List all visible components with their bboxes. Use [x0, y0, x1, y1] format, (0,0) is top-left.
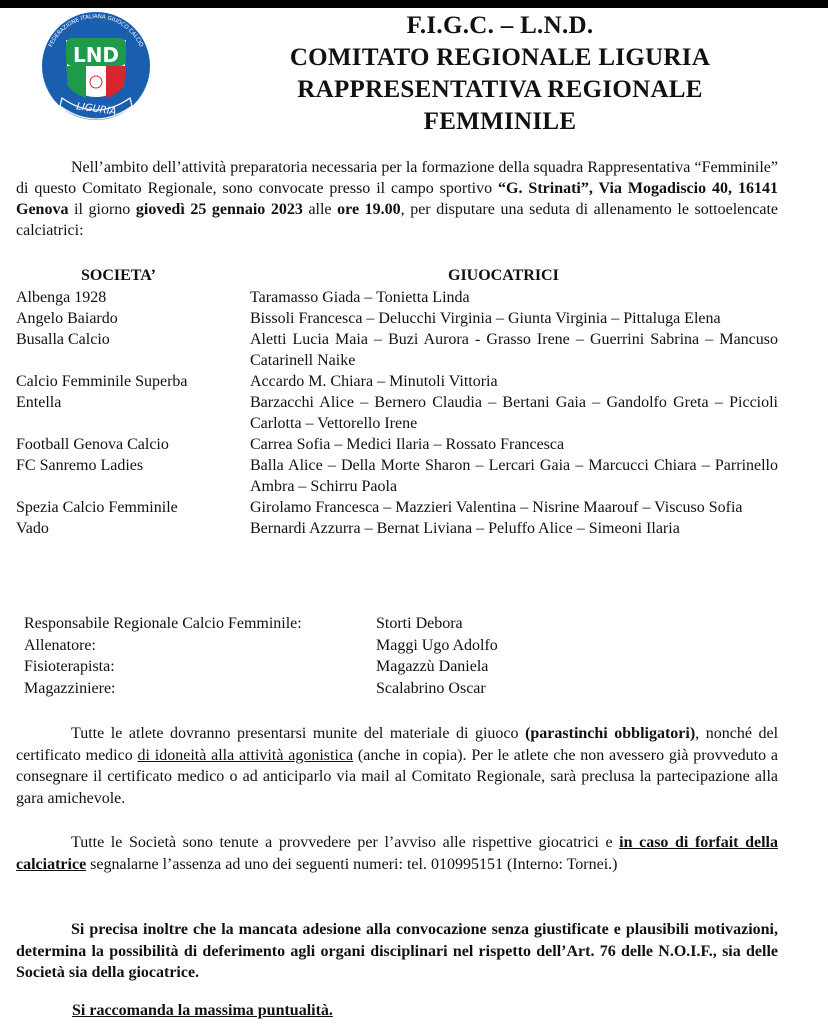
- staff-name: Storti Debora: [376, 615, 463, 632]
- player-list: Aletti Lucia Maia – Buzi Aurora - Grasso Irene – Guerrini Sabrina – Mancuso Catarinell Naike: [250, 331, 778, 369]
- roster-row: [16, 287, 778, 308]
- roster-row: [16, 434, 778, 455]
- staff-row: [24, 635, 724, 657]
- roster-row: [16, 329, 778, 371]
- staff-row: [24, 656, 724, 678]
- logo-arc-text: FEDERAZIONE ITALIANA GIUOCO CALCIO: [48, 13, 144, 49]
- player-list: Bissoli Francesca – Delucchi Virginia – Giunta Virginia – Pittaluga Elena: [250, 310, 721, 327]
- staff-role: Magazziniere:: [24, 679, 116, 697]
- roster-row: [16, 518, 778, 539]
- club-name: Vado: [16, 520, 49, 537]
- roster-table: [16, 265, 778, 539]
- intro-date: giovedì 25 gennaio 2023: [135, 201, 303, 218]
- staff-name: Maggi Ugo Adolfo: [376, 636, 498, 654]
- roster-header: [16, 265, 778, 287]
- player-list: Barzacchi Alice – Bernero Claudia – Bertani Gaia – Gandolfo Greta – Piccioli Carlotta – Vettorello Irene: [250, 394, 778, 432]
- disciplinary-paragraph: Si precisa inoltre che la mancata adesione alla convocazione senza giustificate e plausibili motivazioni, determina la possibilità di deferimento agli organi disciplinari nel rispetto dell’Art. 76 delle N.O.I.F., sia delle Società sia della giocatrice.: [16, 921, 778, 981]
- intro-text: alle: [302, 201, 338, 218]
- header-line-femminile: FEMMINILE: [423, 108, 577, 135]
- intro-text: il giorno: [68, 201, 136, 218]
- medical-certificate-note: di idoneità alla attività agonistica: [137, 746, 354, 764]
- staff-list: [24, 613, 724, 699]
- intro-venue: “G. Strinati”, Via Mogadiscio 40, 16141 Genova: [16, 180, 778, 218]
- staff-name: Scalabrino Oscar: [376, 679, 486, 697]
- top-border: [0, 0, 828, 8]
- paragraph-text: segnalarne l’assenza ad uno dei seguenti numeri: tel. 010995151 (Interno: Tornei.): [86, 855, 618, 873]
- logo-letters: LND: [72, 43, 120, 67]
- staff-role: Allenatore:: [24, 636, 96, 654]
- roster-row: [16, 308, 778, 329]
- club-name: Entella: [16, 394, 62, 411]
- staff-role: Responsabile Regionale Calcio Femminile:: [24, 615, 302, 632]
- staff-name: Magazzù Daniela: [376, 658, 489, 675]
- column-header-players: GIUOCATRICI: [448, 267, 559, 284]
- staff-role: Fisioterapista:: [24, 658, 115, 675]
- club-name: Calcio Femminile Superba: [16, 373, 188, 390]
- paragraph-text: Tutte le Società sono tenute a provvedere per l’avviso alle rispettive giocatrici e: [71, 834, 620, 851]
- player-list: Accardo M. Chiara – Minutoli Vittoria: [250, 373, 498, 390]
- intro-text: , per disputare una seduta di allenamento le sottoelencate calciatrici:: [16, 201, 779, 239]
- document-header: [230, 10, 770, 138]
- column-header-club: SOCIETA’: [81, 267, 156, 284]
- paragraph-text: (anche in copia). Per le atlete che non avessero già provveduto a consegnare il certificato medico o ad anticiparlo via mail al Comitato Regionale, sarà preclusa la partecipazione alla gara amichevole.: [16, 746, 779, 807]
- club-name: Football Genova Calcio: [16, 436, 169, 453]
- roster-row: [16, 371, 778, 392]
- closing-note: Si raccomanda la massima puntualità.: [72, 1002, 333, 1019]
- intro-text: Nell’ambito dell’attività preparatoria necessaria per la formazione della squadra Rappresentativa “Femminile” di questo Comitato Regionale, sono convocate presso il campo sportivo: [16, 159, 778, 197]
- player-list: Carrea Sofia – Medici Ilaria – Rossato Francesca: [250, 436, 565, 453]
- header-line-figc: F.I.G.C. – L.N.D.: [406, 12, 594, 39]
- roster-row: [16, 392, 778, 434]
- shin-guards-note: (parastinchi obbligatori): [525, 725, 696, 742]
- staff-row: [24, 678, 724, 700]
- logo-band-text: LIGURIA: [75, 101, 118, 118]
- staff-row: [24, 613, 724, 635]
- player-list: Balla Alice – Della Morte Sharon – Lercari Gaia – Marcucci Chiara – Parrinello Ambra – Schirru Paola: [250, 457, 778, 495]
- player-list: Bernardi Azzurra – Bernat Liviana – Peluffo Alice – Simeoni Ilaria: [250, 520, 680, 537]
- intro-time: ore 19.00: [337, 201, 401, 218]
- header-line-rappresentativa: RAPPRESENTATIVA REGIONALE: [297, 76, 703, 103]
- club-name: Albenga 1928: [16, 289, 107, 306]
- roster-row: [16, 455, 778, 497]
- club-name: Busalla Calcio: [16, 331, 110, 348]
- intro-paragraph: [16, 157, 778, 241]
- forfait-paragraph: [16, 832, 778, 875]
- paragraph-text: Tutte le atlete dovranno presentarsi munite del materiale di giuoco: [71, 725, 526, 742]
- club-name: Spezia Calcio Femminile: [16, 499, 178, 516]
- club-name: FC Sanremo Ladies: [16, 457, 144, 474]
- forfait-note: in caso di forfait della calciatrice: [16, 834, 778, 873]
- equipment-paragraph: [16, 723, 778, 809]
- header-line-comitato: COMITATO REGIONALE LIGURIA: [289, 44, 711, 71]
- player-list: Taramasso Giada – Tonietta Linda: [250, 289, 470, 306]
- lnd-liguria-logo: [28, 10, 164, 122]
- roster-row: [16, 497, 778, 518]
- player-list: Girolamo Francesca – Mazzieri Valentina – Nisrine Maarouf – Viscuso Sofia: [250, 499, 743, 516]
- paragraph-text: , nonché del certificato medico: [16, 725, 779, 764]
- club-name: Angelo Baiardo: [16, 310, 118, 327]
